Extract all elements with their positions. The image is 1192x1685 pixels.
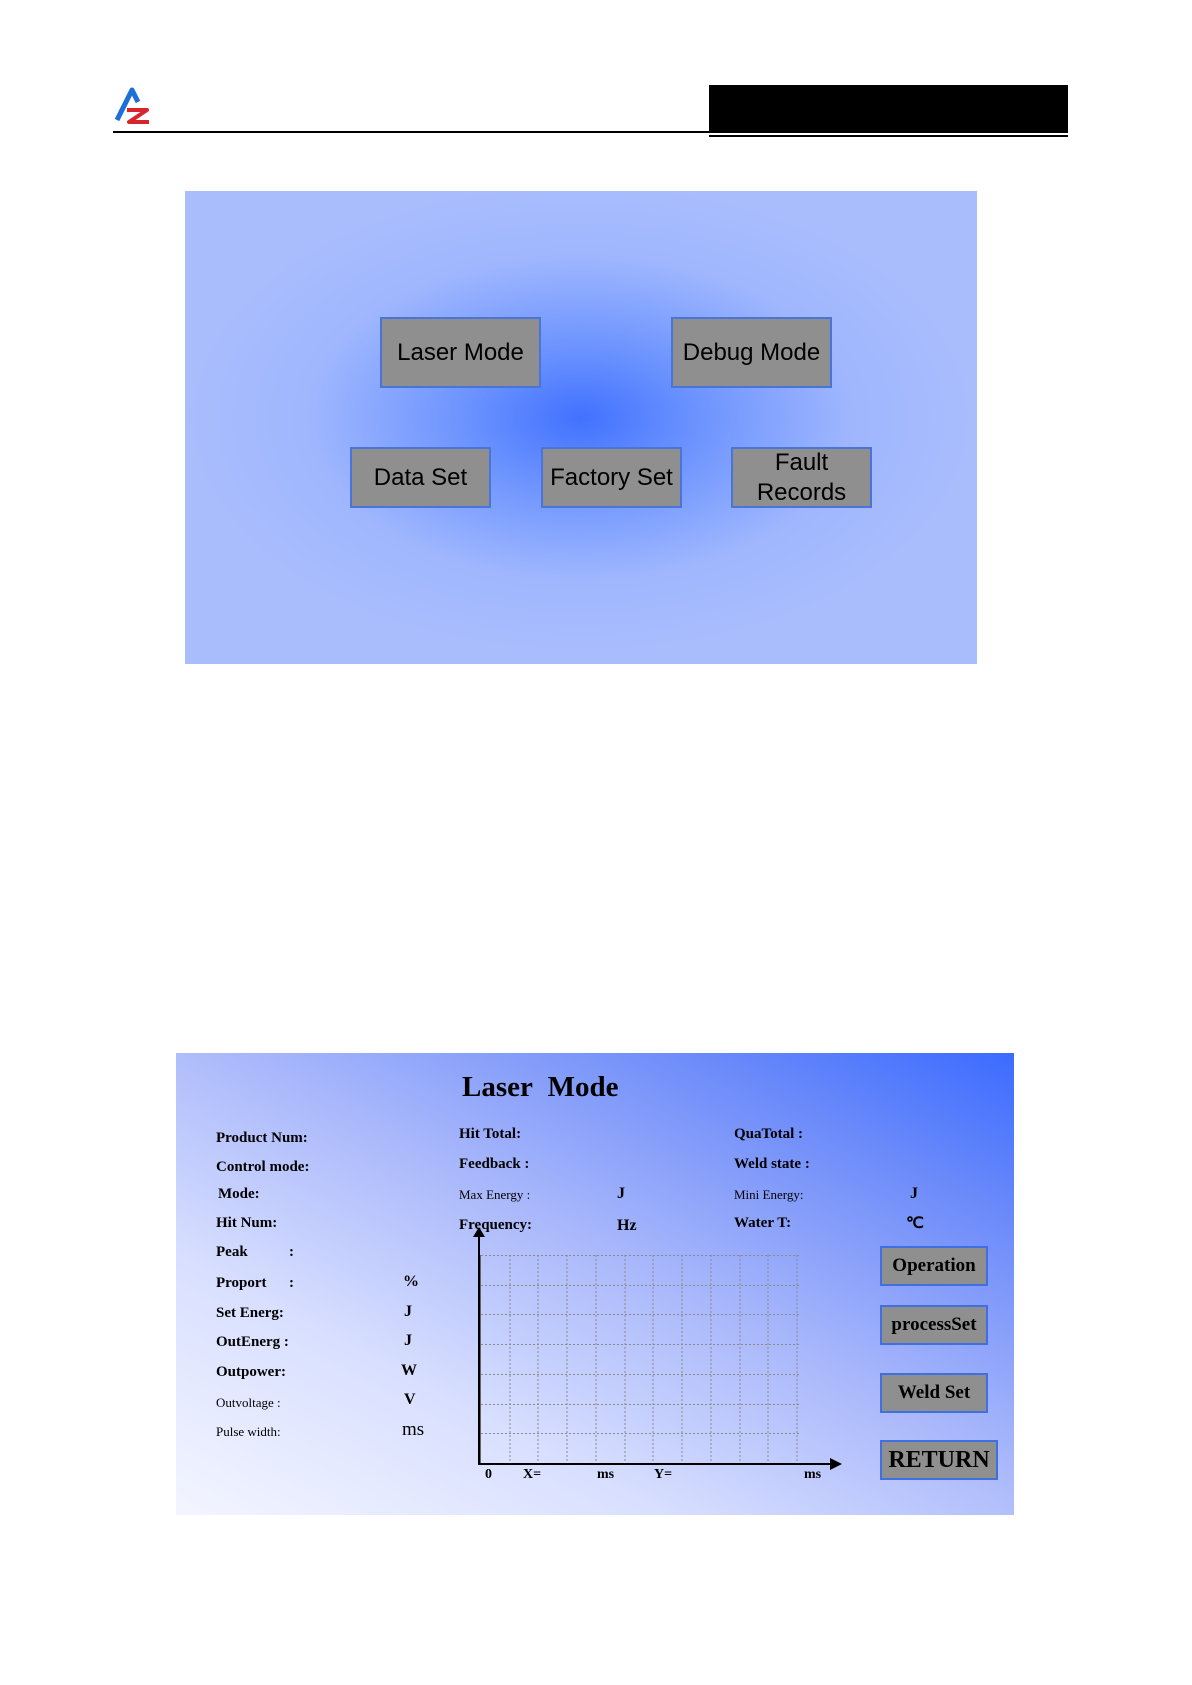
operation-button[interactable]: Operation [880,1246,988,1286]
feedback-label: Feedback : [459,1156,530,1172]
graph-x-axis-arrow-icon [830,1458,842,1470]
qua-total-label: QuaTotal : [734,1126,804,1142]
graph-y-label: Y= [654,1467,673,1482]
hit-num-label: Hit Num: [216,1215,278,1231]
graph-y-unit: ms [804,1467,822,1482]
mini-energy-label: Mini Energy: [734,1187,804,1202]
main-menu-screen [185,191,977,664]
graph-y-axis-arrow-icon [473,1227,485,1237]
hit-total-label: Hit Total: [459,1126,522,1142]
process-set-button[interactable]: processSet [880,1305,988,1345]
company-logo [113,84,155,126]
laser-mode-label: Laser Mode [397,338,524,366]
fault-records-button[interactable] [731,447,872,508]
fault-records-label: Fault Records [756,448,847,506]
outvoltage-unit: V [404,1391,416,1408]
weld-set-button[interactable]: Weld Set [880,1373,988,1413]
proport-unit: % [403,1273,419,1290]
pulse-width-label: Pulse width: [216,1424,281,1439]
data-set-button[interactable] [350,447,491,508]
set-energ-label: Set Energ: [216,1305,284,1321]
graph-x-axis [478,1463,832,1465]
mode-label: Mode: [218,1186,260,1202]
graph-origin-label: 0 [485,1467,492,1482]
max-energy-unit: J [617,1185,625,1202]
laser-mode-button[interactable] [380,317,541,388]
frequency-label: Frequency: [459,1217,533,1233]
waveform-graph [480,1255,800,1464]
graph-grid [481,1255,801,1464]
debug-mode-label: Debug Mode [682,338,821,366]
outpower-unit: W [401,1362,417,1379]
frequency-unit: Hz [617,1217,637,1234]
debug-mode-button[interactable] [671,317,832,388]
data-set-label: Data Set [373,463,468,491]
max-energy-label: Max Energy : [459,1187,531,1202]
peak-colon: : [289,1244,294,1260]
laser-mode-title: Laser Mode [462,1071,619,1103]
water-t-unit: ℃ [906,1215,924,1232]
out-energ-unit: J [404,1332,412,1349]
graph-x-unit: ms [597,1467,615,1482]
factory-set-button[interactable] [541,447,682,508]
out-energ-label: OutEnerg : [216,1334,289,1350]
proport-label: Proport [216,1275,267,1291]
outvoltage-label: Outvoltage : [216,1395,281,1410]
peak-label: Peak [216,1244,248,1260]
proport-colon: : [289,1275,294,1291]
outpower-label: Outpower: [216,1364,286,1380]
pulse-width-unit: ms [402,1419,425,1440]
graph-x-label: X= [523,1467,542,1482]
weld-state-label: Weld state : [734,1156,810,1172]
graph-y-axis [478,1233,480,1465]
water-t-label: Water T: [734,1215,792,1231]
laser-mode-screen [176,1053,1014,1515]
mini-energy-unit: J [910,1185,918,1202]
product-num-label: Product Num: [216,1130,308,1146]
return-button[interactable]: RETURN [880,1440,998,1480]
header-bar-underline [709,135,1068,137]
control-mode-label: Control mode: [216,1159,310,1175]
factory-set-label: Factory Set [550,463,673,491]
set-energ-unit: J [404,1303,412,1320]
header-black-bar [709,85,1068,133]
